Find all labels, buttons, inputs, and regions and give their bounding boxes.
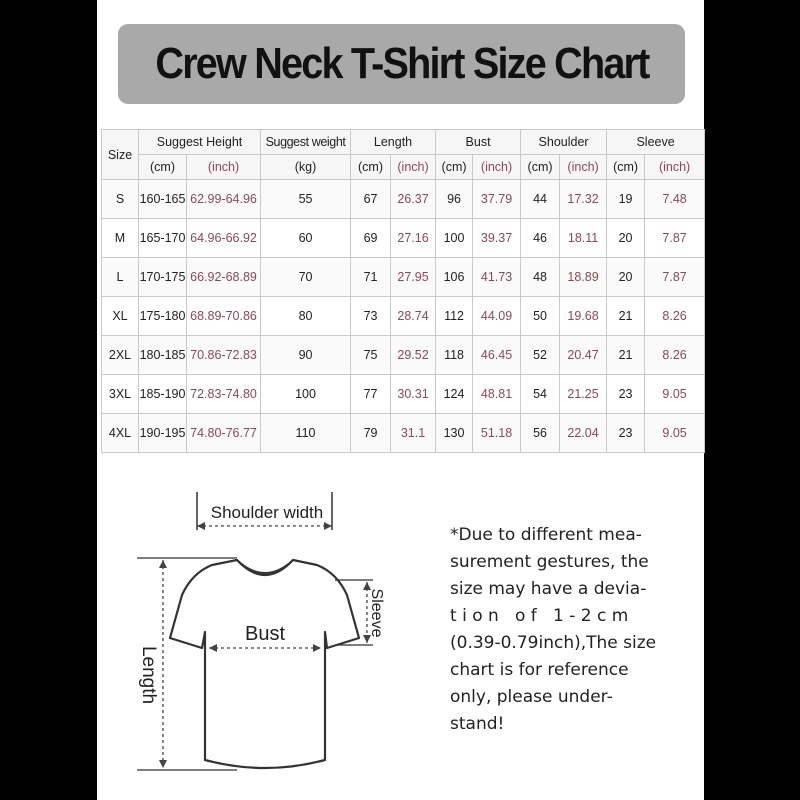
table-row — [102, 219, 705, 258]
size-header: Size — [102, 130, 139, 180]
group-header-row — [102, 130, 705, 155]
cell-shoulder-cm: 46 — [521, 219, 560, 258]
cell-sleeve-cm: 21 — [607, 336, 645, 375]
cell-bust-in: 48.81 — [473, 375, 521, 414]
shoulder-arrow-right-icon — [324, 522, 332, 530]
unit-shoulder-cm: (cm) — [521, 155, 560, 180]
cell-shoulder-cm: 48 — [521, 258, 560, 297]
cell-length-in: 26.37 — [391, 180, 436, 219]
table-row — [102, 375, 705, 414]
header-sleeve: Sleeve — [607, 130, 705, 155]
cell-height-cm: 180-185 — [139, 336, 187, 375]
cell-shoulder-in: 22.04 — [560, 414, 607, 453]
cell-size: M — [102, 219, 139, 258]
header-shoulder: Shoulder — [521, 130, 607, 155]
cell-weight: 110 — [261, 414, 351, 453]
unit-header-row — [102, 155, 705, 180]
cell-height-cm: 175-180 — [139, 297, 187, 336]
unit-height-inch: (inch) — [187, 155, 261, 180]
cell-shoulder-in: 18.89 — [560, 258, 607, 297]
cell-height-in: 62.99-64.96 — [187, 180, 261, 219]
size-table — [101, 129, 705, 453]
cell-size: 3XL — [102, 375, 139, 414]
note-line: only, please under- — [450, 687, 613, 707]
unit-sleeve-inch: (inch) — [645, 155, 705, 180]
cell-size: L — [102, 258, 139, 297]
cell-size: 4XL — [102, 414, 139, 453]
cell-height-cm: 185-190 — [139, 375, 187, 414]
cell-height-cm: 160-165 — [139, 180, 187, 219]
cell-height-in: 72.83-74.80 — [187, 375, 261, 414]
cell-size: 2XL — [102, 336, 139, 375]
cell-height-in: 66.92-68.89 — [187, 258, 261, 297]
cell-sleeve-cm: 19 — [607, 180, 645, 219]
length-arrow-bottom-icon — [159, 760, 167, 768]
cell-length-in: 30.31 — [391, 375, 436, 414]
table-row — [102, 180, 705, 219]
cell-bust-in: 41.73 — [473, 258, 521, 297]
measurement-note — [450, 522, 670, 738]
cell-sleeve-in: 9.05 — [645, 414, 705, 453]
tshirt-diagram — [97, 470, 385, 790]
cell-size: XL — [102, 297, 139, 336]
cell-sleeve-in: 7.48 — [645, 180, 705, 219]
cell-sleeve-cm: 21 — [607, 297, 645, 336]
cell-length-in: 27.16 — [391, 219, 436, 258]
cell-bust-cm: 130 — [436, 414, 473, 453]
cell-height-in: 74.80-76.77 — [187, 414, 261, 453]
table-row — [102, 258, 705, 297]
cell-weight: 70 — [261, 258, 351, 297]
cell-size: S — [102, 180, 139, 219]
cell-length-in: 28.74 — [391, 297, 436, 336]
note-line: *Due to different mea- — [450, 525, 642, 545]
cell-height-cm: 190-195 — [139, 414, 187, 453]
cell-bust-cm: 96 — [436, 180, 473, 219]
cell-length-cm: 77 — [351, 375, 391, 414]
cell-height-in: 68.89-70.86 — [187, 297, 261, 336]
unit-bust-inch: (inch) — [473, 155, 521, 180]
cell-height-in: 64.96-66.92 — [187, 219, 261, 258]
cell-sleeve-in: 9.05 — [645, 375, 705, 414]
cell-height-cm: 170-175 — [139, 258, 187, 297]
cell-sleeve-cm: 20 — [607, 219, 645, 258]
size-chart-sheet — [97, 0, 704, 800]
cell-length-cm: 75 — [351, 336, 391, 375]
cell-shoulder-cm: 50 — [521, 297, 560, 336]
cell-sleeve-cm: 23 — [607, 375, 645, 414]
unit-length-cm: (cm) — [351, 155, 391, 180]
unit-weight-kg: (kg) — [261, 155, 351, 180]
unit-length-inch: (inch) — [391, 155, 436, 180]
note-line: t i o n o f 1 - 2 c m — [450, 606, 629, 626]
cell-shoulder-in: 18.11 — [560, 219, 607, 258]
cell-weight: 100 — [261, 375, 351, 414]
cell-bust-in: 46.45 — [473, 336, 521, 375]
cell-bust-cm: 112 — [436, 297, 473, 336]
cell-shoulder-cm: 52 — [521, 336, 560, 375]
cell-bust-in: 51.18 — [473, 414, 521, 453]
cell-length-cm: 71 — [351, 258, 391, 297]
cell-bust-cm: 124 — [436, 375, 473, 414]
title-banner — [118, 24, 685, 104]
header-length: Length — [351, 130, 436, 155]
cell-shoulder-in: 20.47 — [560, 336, 607, 375]
size-rows — [102, 180, 705, 453]
cell-length-cm: 73 — [351, 297, 391, 336]
cell-sleeve-in: 8.26 — [645, 297, 705, 336]
unit-height-cm: (cm) — [139, 155, 187, 180]
cell-length-cm: 79 — [351, 414, 391, 453]
note-line: surement gestures, the — [450, 552, 649, 572]
table-row — [102, 297, 705, 336]
table-row — [102, 414, 705, 453]
cell-weight: 80 — [261, 297, 351, 336]
shoulder-width-label: Shoulder width — [210, 503, 324, 522]
cell-shoulder-in: 19.68 — [560, 297, 607, 336]
unit-sleeve-cm: (cm) — [607, 155, 645, 180]
shoulder-arrow-left-icon — [197, 522, 205, 530]
cell-length-in: 27.95 — [391, 258, 436, 297]
cell-sleeve-cm: 20 — [607, 258, 645, 297]
unit-shoulder-inch: (inch) — [560, 155, 607, 180]
cell-shoulder-cm: 44 — [521, 180, 560, 219]
cell-height-in: 70.86-72.83 — [187, 336, 261, 375]
cell-bust-cm: 106 — [436, 258, 473, 297]
note-line: chart is for reference — [450, 660, 629, 680]
cell-bust-in: 39.37 — [473, 219, 521, 258]
tshirt-outline — [170, 560, 359, 768]
note-line: stand! — [450, 714, 505, 734]
cell-weight: 90 — [261, 336, 351, 375]
cell-length-in: 29.52 — [391, 336, 436, 375]
cell-sleeve-in: 7.87 — [645, 219, 705, 258]
cell-sleeve-in: 7.87 — [645, 258, 705, 297]
cell-shoulder-in: 17.32 — [560, 180, 607, 219]
cell-length-cm: 69 — [351, 219, 391, 258]
sleeve-label: Sleeve — [368, 588, 385, 638]
cell-sleeve-cm: 23 — [607, 414, 645, 453]
cell-sleeve-in: 8.26 — [645, 336, 705, 375]
cell-height-cm: 165-170 — [139, 219, 187, 258]
page-title: Crew Neck T-Shirt Size Chart — [154, 39, 649, 88]
note-line: (0.39-0.79inch),The size — [450, 633, 657, 653]
cell-bust-in: 37.79 — [473, 180, 521, 219]
table-row — [102, 336, 705, 375]
cell-shoulder-cm: 56 — [521, 414, 560, 453]
length-label: Length — [138, 645, 159, 705]
cell-weight: 55 — [261, 180, 351, 219]
header-height: Suggest Height — [139, 130, 261, 155]
cell-shoulder-in: 21.25 — [560, 375, 607, 414]
length-arrow-top-icon — [159, 560, 167, 568]
cell-length-cm: 67 — [351, 180, 391, 219]
note-line: size may have a devia- — [450, 579, 647, 599]
cell-bust-cm: 100 — [436, 219, 473, 258]
header-weight: Suggest weight — [261, 130, 351, 155]
cell-bust-in: 44.09 — [473, 297, 521, 336]
cell-length-in: 31.1 — [391, 414, 436, 453]
header-bust: Bust — [436, 130, 521, 155]
cell-shoulder-cm: 54 — [521, 375, 560, 414]
bust-label: Bust — [244, 623, 286, 645]
cell-weight: 60 — [261, 219, 351, 258]
cell-bust-cm: 118 — [436, 336, 473, 375]
unit-bust-cm: (cm) — [436, 155, 473, 180]
